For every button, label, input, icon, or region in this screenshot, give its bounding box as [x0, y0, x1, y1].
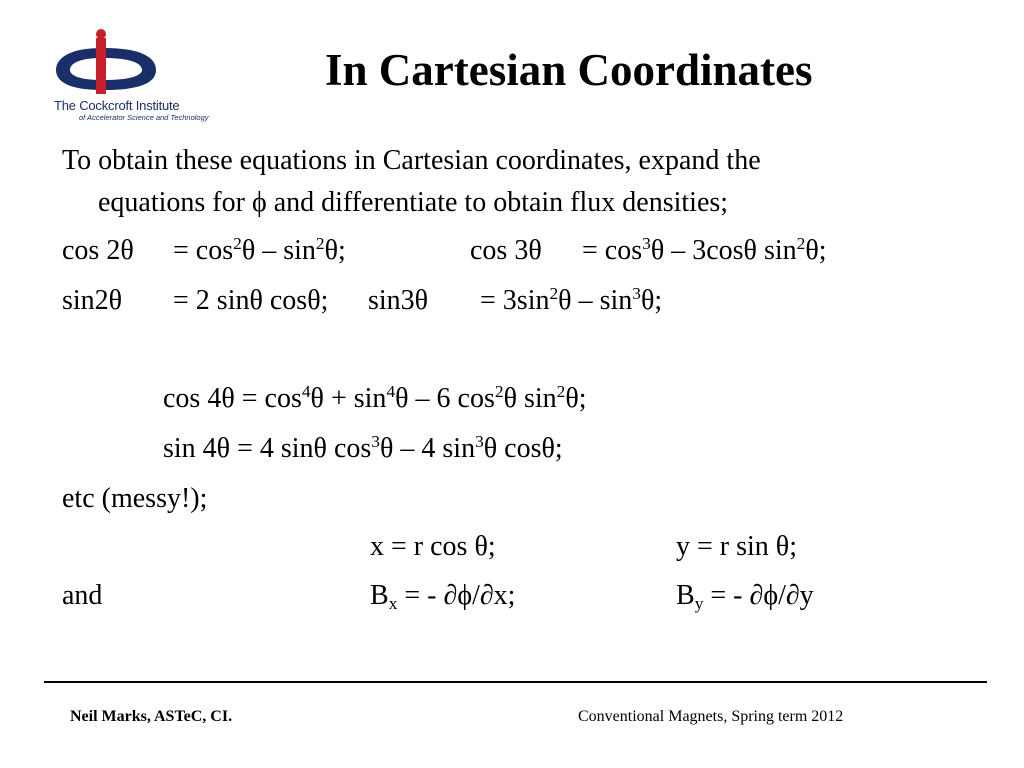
eq-cos2-lhs: cos 2θ [62, 235, 134, 266]
and-label: and [62, 580, 103, 611]
eq-cos3-lhs: cos 3θ [470, 235, 542, 266]
coord-y: y = r sin θ; [676, 531, 797, 562]
eq-sin2-rhs: = 2 sinθ cosθ; [173, 285, 329, 316]
eq-sin3-lhs: sin3θ [368, 285, 429, 316]
footer-author: Neil Marks, ASTeC, CI. [70, 708, 233, 725]
intro-line-2: equations for ϕ and differentiate to obtain flux densities; [98, 187, 729, 218]
logo-name: The Cockcroft Institute [54, 98, 180, 113]
field-by: $B_y$ = - ∂ϕ/∂y [676, 580, 814, 614]
cockcroft-logo [52, 28, 222, 124]
slide-title: In Cartesian Coordinates [325, 45, 813, 95]
eq-cos3-rhs: = $\cos^3\theta - 3\cos\theta$ $\sin^2\theta$; [582, 234, 827, 266]
eq-sin4: sin 4θ = 4 sinθ $\cos^3\theta - 4$ $\sin^3\theta$ cosθ; [163, 432, 563, 464]
eq-sin2-lhs: sin2θ [62, 285, 123, 316]
footer-divider [44, 681, 987, 683]
coord-x: x = r cos θ; [370, 531, 496, 562]
logo-subtitle: of Accelerator Science and Technology [79, 113, 209, 122]
etc-note: etc (messy!); [62, 483, 208, 514]
footer-course: Conventional Magnets, Spring term 2012 [578, 708, 844, 725]
eq-sin3-rhs: = $3\sin^2\theta - \sin^3\theta$; [480, 284, 663, 316]
cockcroft-logo-icon [52, 28, 222, 98]
field-bx: $B_x$ = - ∂ϕ/∂x; [370, 580, 516, 614]
eq-cos2-rhs: = $\cos^2\theta - \sin^2\theta$; [173, 234, 346, 266]
eq-cos4: $\cos 4\theta = \cos^4\theta + \sin^4\theta - 6$ $\cos^2\theta$ $\sin^2\theta$; [163, 382, 587, 414]
intro-line-1: To obtain these equations in Cartesian coordinates, expand the [62, 145, 761, 176]
